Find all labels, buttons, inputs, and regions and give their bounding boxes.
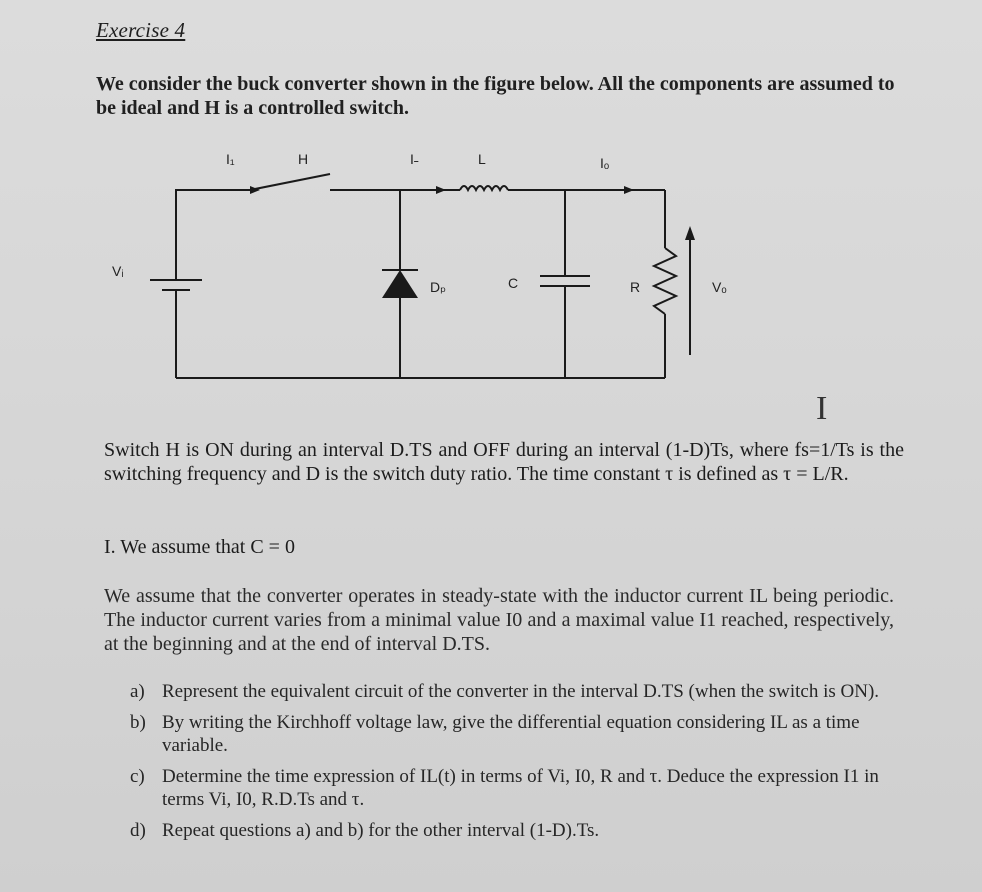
switch-paragraph: Switch H is ON during an interval D.TS and OFF during an interval (1-D)Ts, where fs=1/Ts is the switching frequency and D is the switch duty ratio. The time constant τ is defined as τ = L/R. <box>104 439 904 485</box>
question-text: Repeat questions a) and b) for the other interval (1-D).Ts. <box>162 820 600 841</box>
arrow-io <box>624 186 634 194</box>
arrow-il <box>436 186 446 194</box>
question-marker: a) <box>130 681 145 702</box>
diode-dp <box>382 270 418 298</box>
question-marker: b) <box>130 712 146 733</box>
inductor-l <box>460 186 508 190</box>
label-c: C <box>508 275 519 291</box>
switch-h <box>250 174 330 190</box>
label-h: H <box>298 151 309 167</box>
question-item <box>130 680 890 703</box>
label-dp: Dₚ <box>430 279 447 295</box>
label-r: R <box>630 279 641 295</box>
question-item <box>130 765 890 811</box>
label-il: I˗ <box>410 151 419 167</box>
question-marker: c) <box>130 766 145 787</box>
question-marker: d) <box>130 820 146 841</box>
wire-left-top <box>176 190 250 280</box>
question-text: Represent the equivalent circuit of the converter in the interval D.TS (when the switch is ON). <box>162 681 880 702</box>
label-vo: Vₒ <box>712 279 727 295</box>
resistor-r <box>654 248 676 314</box>
label-i1: I₁ <box>226 151 235 167</box>
label-io: Iₒ <box>600 155 610 171</box>
question-item <box>130 819 890 842</box>
question-text: By writing the Kirchhoff voltage law, give the differential equation considering IL as a time variable. <box>162 712 860 756</box>
label-l: L <box>478 151 486 167</box>
text-cursor-icon: I <box>816 390 828 427</box>
question-item <box>130 711 890 757</box>
vo-arrow-head <box>685 226 695 240</box>
arrow-i1 <box>250 186 260 194</box>
intro-paragraph: We consider the buck converter shown in the figure below. All the components are assumed to be ideal and H is a controlled switch. <box>96 73 895 119</box>
question-list <box>130 680 890 850</box>
exercise-title: Exercise 4 <box>96 18 186 42</box>
question-text: Determine the time expression of IL(t) in terms of Vi, I0, R and τ. Deduce the expression I1 in terms Vi, I0, R.D.Ts and τ. <box>162 766 879 810</box>
label-vi: Vᵢ <box>112 263 124 279</box>
section-heading: I. We assume that C = 0 <box>104 536 295 558</box>
steady-state-paragraph: We assume that the converter operates in steady-state with the inductor current IL being periodic. The inductor current varies from a minimal value I0 and a maximal value I1 reached, respectively, at the beginning and at the end of interval D.TS. <box>104 585 894 655</box>
buck-converter-diagram <box>0 130 982 410</box>
